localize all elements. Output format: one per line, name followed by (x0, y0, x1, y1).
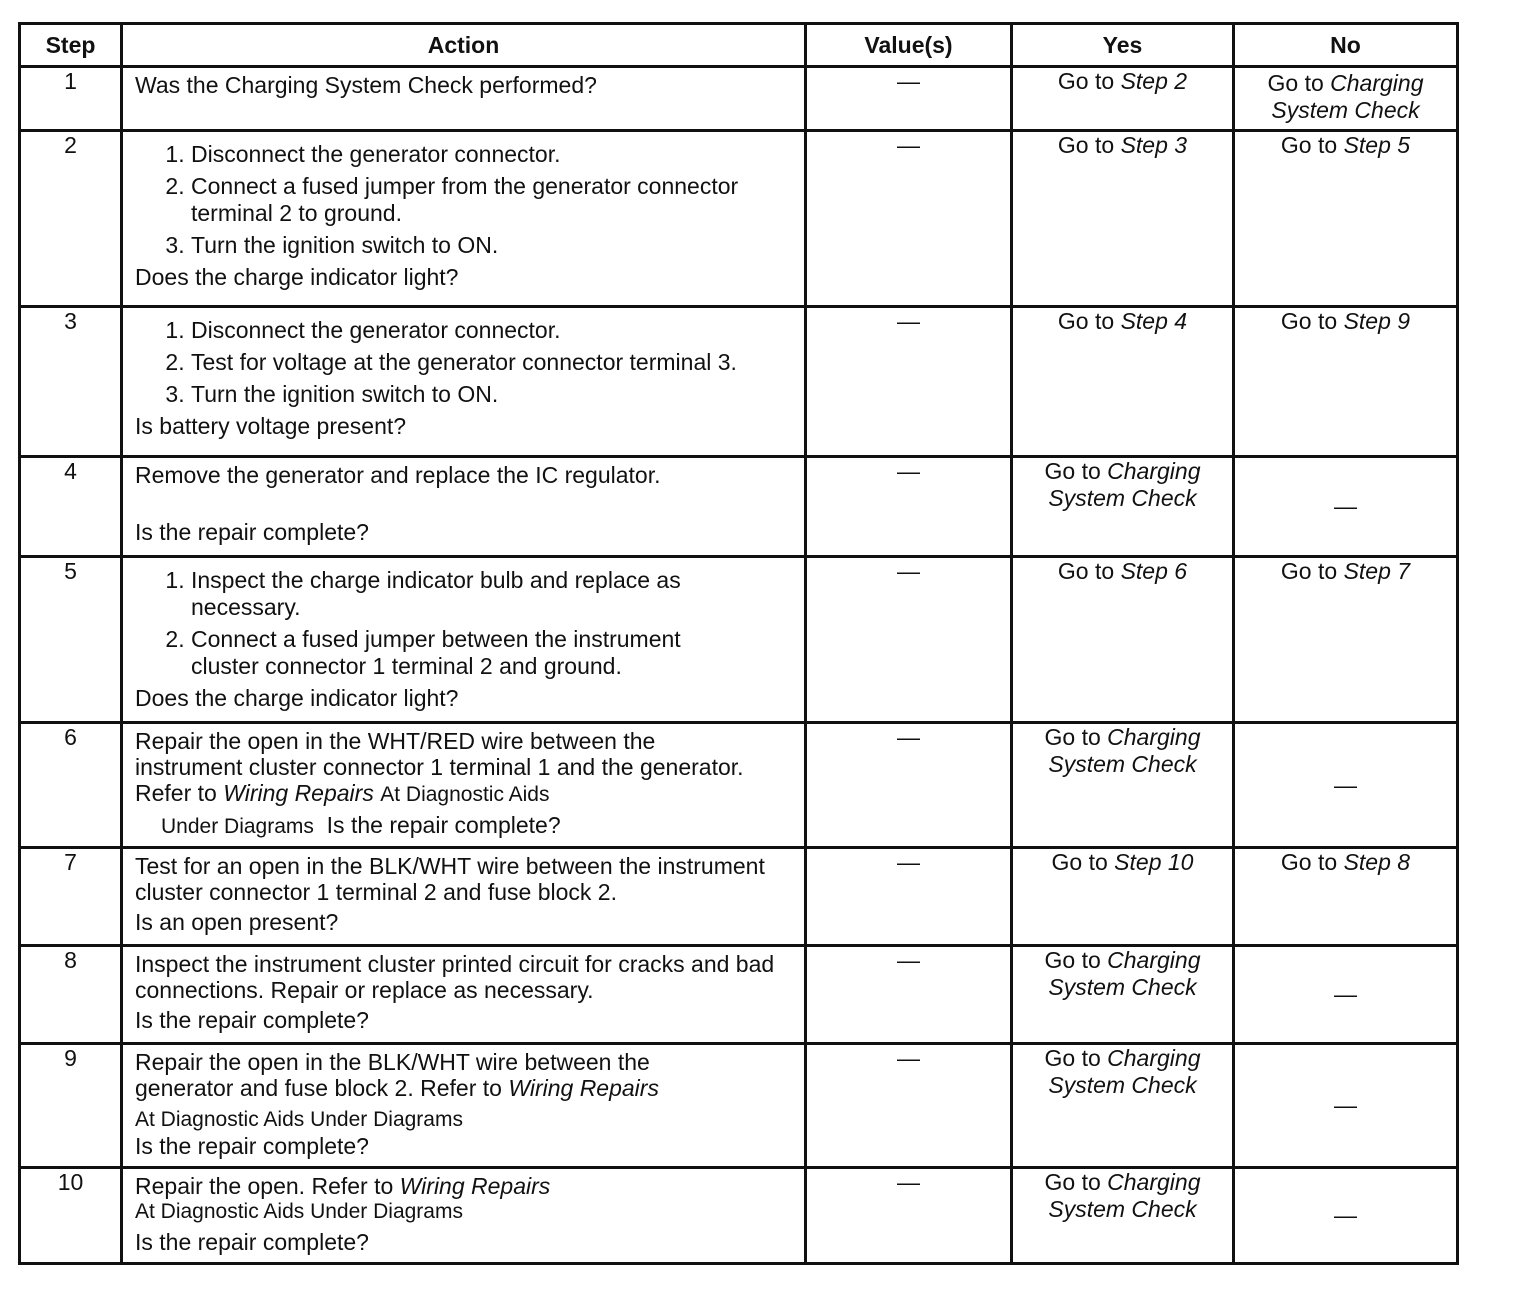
header-values: Value(s) (806, 24, 1012, 67)
yes-target: Step 4 (1120, 308, 1188, 334)
yes-cell: Go to Step 10 (1012, 848, 1234, 946)
table-row (20, 307, 1458, 457)
list-item: 1. Disconnect the generator connector. (191, 317, 794, 344)
action-question: Is the repair complete? (135, 1007, 369, 1033)
step-number: 1 (20, 67, 122, 131)
action-question: Does the charge indicator light? (135, 685, 459, 711)
table-row (20, 131, 1458, 307)
no-target: Step 9 (1343, 308, 1411, 334)
list-item: 1. Disconnect the generator connector. (191, 141, 794, 168)
action-reference: At Diagnostic Aids Under Diagrams (135, 1108, 463, 1131)
table-row (20, 946, 1458, 1044)
yes-target: Charging System Check (1048, 458, 1201, 511)
action-text: Repair the open in the BLK/WHT wire between the generator and fuse block 2. Refer to Wiring Repairs (135, 1049, 659, 1101)
action-question: Is the repair complete? (135, 1229, 369, 1255)
list-item: 2. Connect a fused jumper from the generator connector terminal 2 to ground. (191, 173, 794, 227)
action-list (135, 317, 794, 408)
yes-target: Step 6 (1120, 558, 1188, 584)
table-row (20, 457, 1458, 557)
action-question: Does the charge indicator light? (135, 264, 459, 290)
no-cell: Go to Step 9 (1234, 307, 1458, 457)
action-text: Remove the generator and replace the IC regulator. (135, 462, 661, 488)
value-cell: — (806, 946, 1012, 1044)
no-target: Charging System Check (1271, 70, 1424, 123)
action-cell: Repair the open in the WHT/RED wire between the instrument cluster connector 1 terminal 1 and the generator. Refer to Wiring Repairs At Diagnostic Aids Under Diagrams Is the repair complete? (122, 723, 806, 848)
no-cell: Go to Step 5 (1234, 131, 1458, 307)
step-number: 3 (20, 307, 122, 457)
value-cell: — (806, 848, 1012, 946)
action-text: Test for an open in the BLK/WHT wire between the instrument cluster connector 1 terminal 2 and fuse block 2. (135, 853, 765, 905)
header-action: Action (122, 24, 806, 67)
table-row (20, 67, 1458, 131)
no-target: Step 8 (1343, 849, 1411, 875)
yes-cell: Go to Step 2 (1012, 67, 1234, 131)
header-row (20, 24, 1458, 67)
step-number: 4 (20, 457, 122, 557)
yes-cell: Go to Step 6 (1012, 557, 1234, 723)
value-cell: — (806, 1168, 1012, 1264)
diagnostic-table (18, 22, 1459, 1265)
action-list (135, 567, 794, 680)
action-cell (122, 457, 806, 557)
value-cell: — (806, 307, 1012, 457)
action-list (135, 141, 794, 259)
action-cell (122, 557, 806, 723)
action-question: Is the repair complete? (135, 1133, 369, 1159)
table-row (20, 848, 1458, 946)
yes-cell: Go to Charging System Check (1012, 457, 1234, 557)
yes-cell: Go to Charging System Check (1012, 1044, 1234, 1168)
action-cell (122, 1168, 806, 1264)
value-cell: — (806, 557, 1012, 723)
no-target: Step 7 (1343, 558, 1411, 584)
action-reference: At Diagnostic Aids Under Diagrams (135, 1200, 463, 1223)
no-target: Step 5 (1343, 132, 1411, 158)
action-text: Repair the open in the WHT/RED wire between the instrument cluster connector 1 terminal 1 and the generator. Refer to Wiring Repairs At Diagnostic Aids (135, 728, 744, 806)
yes-target: Charging System Check (1048, 947, 1201, 1000)
no-cell: Go to Step 7 (1234, 557, 1458, 723)
action-question: Is an open present? (135, 909, 339, 935)
yes-cell: Go to Step 3 (1012, 131, 1234, 307)
yes-target: Step 3 (1120, 132, 1188, 158)
value-cell: — (806, 1044, 1012, 1168)
yes-target: Step 2 (1120, 68, 1188, 94)
action-cell (122, 67, 806, 131)
header-yes: Yes (1012, 24, 1234, 67)
no-cell: — (1234, 723, 1458, 848)
step-number: 5 (20, 557, 122, 723)
action-text: Repair the open. Refer to Wiring Repairs (135, 1173, 551, 1199)
action-cell (122, 1044, 806, 1168)
value-cell: — (806, 457, 1012, 557)
header-no: No (1234, 24, 1458, 67)
step-number: 2 (20, 131, 122, 307)
action-cell (122, 946, 806, 1044)
no-cell: — (1234, 1044, 1458, 1168)
yes-target: Step 10 (1114, 849, 1194, 875)
yes-target: Charging System Check (1048, 1045, 1201, 1098)
yes-cell: Go to Step 4 (1012, 307, 1234, 457)
action-text: Was the Charging System Check performed? (135, 72, 597, 98)
action-cell (122, 848, 806, 946)
step-number: 10 (20, 1168, 122, 1264)
no-cell: Go to Charging System Check (1234, 67, 1458, 131)
yes-cell: Go to Charging System Check (1012, 946, 1234, 1044)
value-cell: — (806, 67, 1012, 131)
action-question: Is the repair complete? (135, 519, 369, 545)
action-text: Inspect the instrument cluster printed circuit for cracks and bad connections. Repair or replace as necessary. (135, 951, 775, 1003)
table-row (20, 557, 1458, 723)
table-row (20, 1044, 1458, 1168)
yes-target: Charging System Check (1048, 724, 1201, 777)
no-cell: — (1234, 457, 1458, 557)
action-cell (122, 307, 806, 457)
step-number: 9 (20, 1044, 122, 1168)
yes-cell: Go to Charging System Check (1012, 723, 1234, 848)
no-cell: Go to Step 8 (1234, 848, 1458, 946)
list-item: 1. Inspect the charge indicator bulb and replace as necessary. (191, 567, 734, 621)
table-row (20, 723, 1458, 848)
action-cell (122, 131, 806, 307)
list-item: 2. Test for voltage at the generator connector terminal 3. (191, 349, 794, 376)
yes-cell: Go to Charging System Check (1012, 1168, 1234, 1264)
header-step: Step (20, 24, 122, 67)
list-item: 3. Turn the ignition switch to ON. (191, 381, 794, 408)
table-row (20, 1168, 1458, 1264)
no-cell: — (1234, 946, 1458, 1044)
list-item: 2. Connect a fused jumper between the instrument cluster connector 1 terminal 2 and ground. (191, 626, 734, 680)
step-number: 6 (20, 723, 122, 848)
step-number: 8 (20, 946, 122, 1044)
list-item: 3. Turn the ignition switch to ON. (191, 232, 794, 259)
no-cell: — (1234, 1168, 1458, 1264)
step-number: 7 (20, 848, 122, 946)
value-cell: — (806, 723, 1012, 848)
action-question: Is the repair complete? (326, 812, 561, 838)
value-cell: — (806, 131, 1012, 307)
action-question: Is battery voltage present? (135, 413, 407, 439)
yes-target: Charging System Check (1048, 1169, 1201, 1222)
